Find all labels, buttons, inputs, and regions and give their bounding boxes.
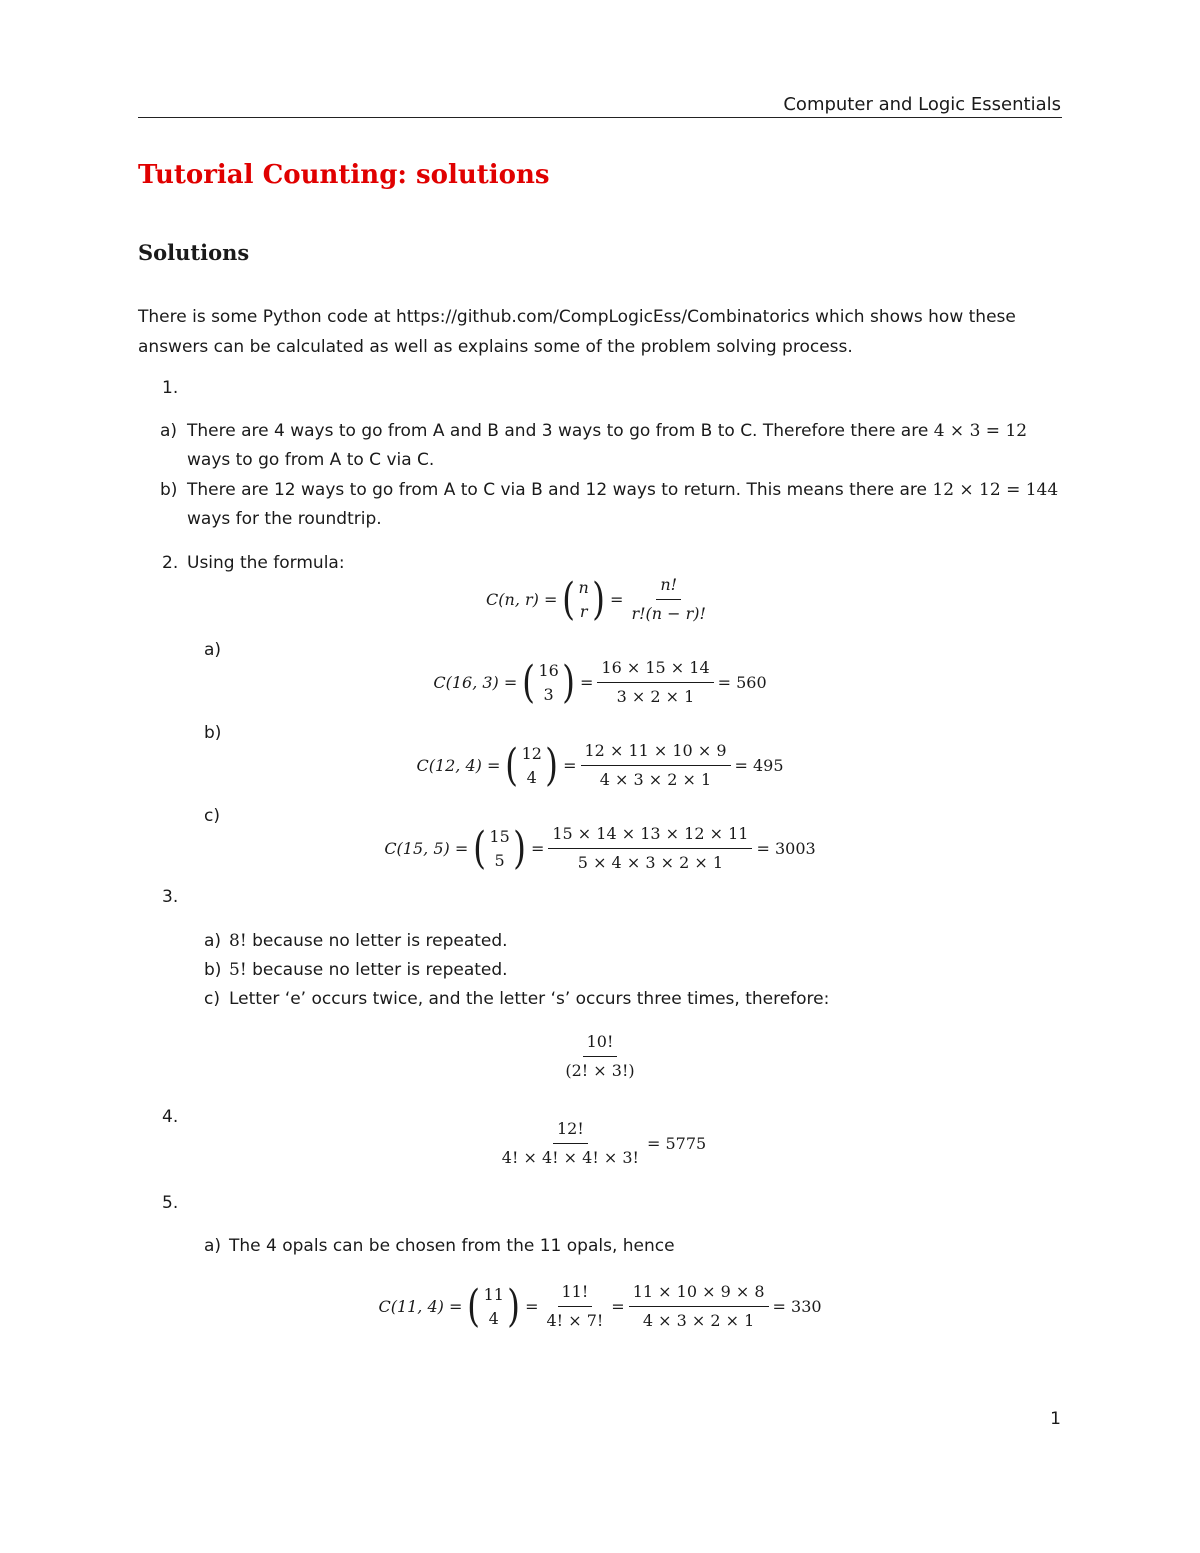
q1a-text-line2: ways to go from A to C via C. <box>187 450 435 470</box>
formula-fraction <box>627 574 710 625</box>
q3-number: 3. <box>162 887 179 907</box>
q3c-label: c) <box>204 989 220 1009</box>
equals-sign: = <box>611 1297 625 1316</box>
q3b-label: b) <box>204 960 222 980</box>
fraction-numerator: 12 × 11 × 10 × 9 <box>581 740 731 766</box>
fraction <box>548 823 752 874</box>
fraction-numerator: 10! <box>583 1031 618 1057</box>
page-title: Tutorial Counting: solutions <box>138 160 550 190</box>
binomial-bottom: r <box>579 601 588 621</box>
q2c-label: c) <box>204 806 220 826</box>
fraction-numerator: 11! <box>558 1281 593 1307</box>
q2-number: 2. <box>162 553 179 573</box>
equation-result: = 495 <box>734 756 784 775</box>
section-heading: Solutions <box>138 240 250 265</box>
q1a-text <box>187 420 1027 442</box>
equals-sign: = <box>579 673 594 692</box>
fraction-denominator: 3 × 2 × 1 <box>616 687 695 706</box>
binomial-top: 11 <box>483 1284 504 1304</box>
binomial-bottom: 5 <box>494 850 505 870</box>
equals-sign: = <box>525 1297 539 1316</box>
q1b-label: b) <box>160 480 178 500</box>
q3a-math: 8! <box>229 931 247 951</box>
q3b-explanation: because no letter is repeated. <box>252 960 508 980</box>
q5a-label: a) <box>204 1236 222 1256</box>
fraction-numerator: 11 × 10 × 9 × 8 <box>629 1281 769 1307</box>
binomial: ( 11 4 ) <box>467 1280 520 1332</box>
binomial-top: 12 <box>521 743 542 763</box>
q5-number: 5. <box>162 1193 179 1213</box>
equals-sign: = <box>563 756 577 775</box>
q5a-text: The 4 opals can be chosen from the 11 opals, hence <box>229 1236 675 1256</box>
q2a-equation <box>138 657 1062 708</box>
fraction-expanded <box>629 1281 769 1332</box>
fraction-denominator: 5 × 4 × 3 × 2 × 1 <box>577 853 724 872</box>
q3c-equation <box>138 1031 1062 1082</box>
q3c-text: Letter ‘e’ occurs twice, and the letter ‘s’ occurs three times, therefore: <box>229 989 830 1009</box>
equation-result: = 5775 <box>646 1134 707 1153</box>
q1b-text <box>187 479 1058 501</box>
q5a-equation <box>138 1281 1062 1332</box>
q2c-equation <box>138 823 1062 874</box>
fraction-numerator: 15 × 14 × 13 × 12 × 11 <box>548 823 752 849</box>
fraction <box>581 740 731 791</box>
formula-lhs: C(n, r) = <box>486 590 558 609</box>
fraction-denominator: 4 × 3 × 2 × 1 <box>642 1311 755 1330</box>
equation-result: = 560 <box>717 673 767 692</box>
q2a-label: a) <box>204 640 222 660</box>
general-formula <box>138 574 1062 625</box>
fraction <box>597 657 713 708</box>
q2-intro: Using the formula: <box>187 553 345 573</box>
equation-lhs: C(12, 4) = <box>416 756 501 775</box>
binomial-bottom: 4 <box>488 1308 499 1328</box>
q1a-math: 4 × 3 = 12 <box>933 421 1028 441</box>
binomial-top: 15 <box>489 826 510 846</box>
header-rule <box>138 117 1062 118</box>
binomial: ( 12 4 ) <box>505 739 558 791</box>
q1-number: 1. <box>162 378 179 398</box>
q1a-text-line1: There are 4 ways to go from A and B and 3 ways to go from B to C. Therefore there are <box>187 421 929 441</box>
binomial-top: n <box>578 577 589 597</box>
binomial-bottom: 4 <box>526 767 537 787</box>
equation-result: = 330 <box>772 1297 822 1316</box>
fraction-denominator: 4! × 4! × 4! × 3! <box>501 1148 639 1167</box>
q2b-label: b) <box>204 723 222 743</box>
fraction-denominator: r!(n − r)! <box>631 604 706 623</box>
fraction-denominator: (2! × 3!) <box>565 1061 635 1080</box>
fraction-numerator: 16 × 15 × 14 <box>597 657 713 683</box>
q1b-text-line2: ways for the roundtrip. <box>187 509 382 529</box>
equals-sign: = <box>530 839 545 858</box>
formula-equals: = <box>610 590 624 609</box>
q3a-label: a) <box>204 931 222 951</box>
running-header: Computer and Logic Essentials <box>783 94 1061 115</box>
q1b-math: 12 × 12 = 144 <box>932 480 1059 500</box>
q1b-text-line1: There are 12 ways to go from A to C via B and 12 ways to return. This means there are <box>187 480 927 500</box>
fraction-denominator: 4! × 7! <box>546 1311 604 1330</box>
fraction <box>498 1118 643 1169</box>
binomial: ( 16 3 ) <box>522 656 575 708</box>
q3a-explanation: because no letter is repeated. <box>252 931 508 951</box>
fraction-numerator: n! <box>656 574 681 600</box>
formula-binomial: ( n r ) <box>562 573 605 625</box>
q3a-text <box>229 930 508 952</box>
fraction <box>561 1031 638 1082</box>
q2b-equation <box>138 740 1062 791</box>
q1a-label: a) <box>160 421 178 441</box>
equation-lhs: C(15, 5) = <box>384 839 469 858</box>
binomial: ( 15 5 ) <box>473 822 526 874</box>
q4-number: 4. <box>162 1107 179 1127</box>
q4-equation <box>138 1118 1062 1169</box>
q3b-text <box>229 959 508 981</box>
fraction-denominator: 4 × 3 × 2 × 1 <box>599 770 712 789</box>
binomial-bottom: 3 <box>543 684 554 704</box>
fraction-factorial <box>543 1281 608 1332</box>
equation-lhs: C(11, 4) = <box>378 1297 463 1316</box>
equation-result: = 3003 <box>756 839 816 858</box>
fraction-numerator: 12! <box>553 1118 588 1144</box>
equation-lhs: C(16, 3) = <box>433 673 518 692</box>
q3b-math: 5! <box>229 960 247 980</box>
binomial-top: 16 <box>538 660 559 680</box>
intro-paragraph: There is some Python code at https://github.com/CompLogicEss/Combinatorics which shows how these answers can be calculated as well as explains some of the problem solving process. <box>138 307 1016 357</box>
page-number: 1 <box>1050 1409 1061 1429</box>
